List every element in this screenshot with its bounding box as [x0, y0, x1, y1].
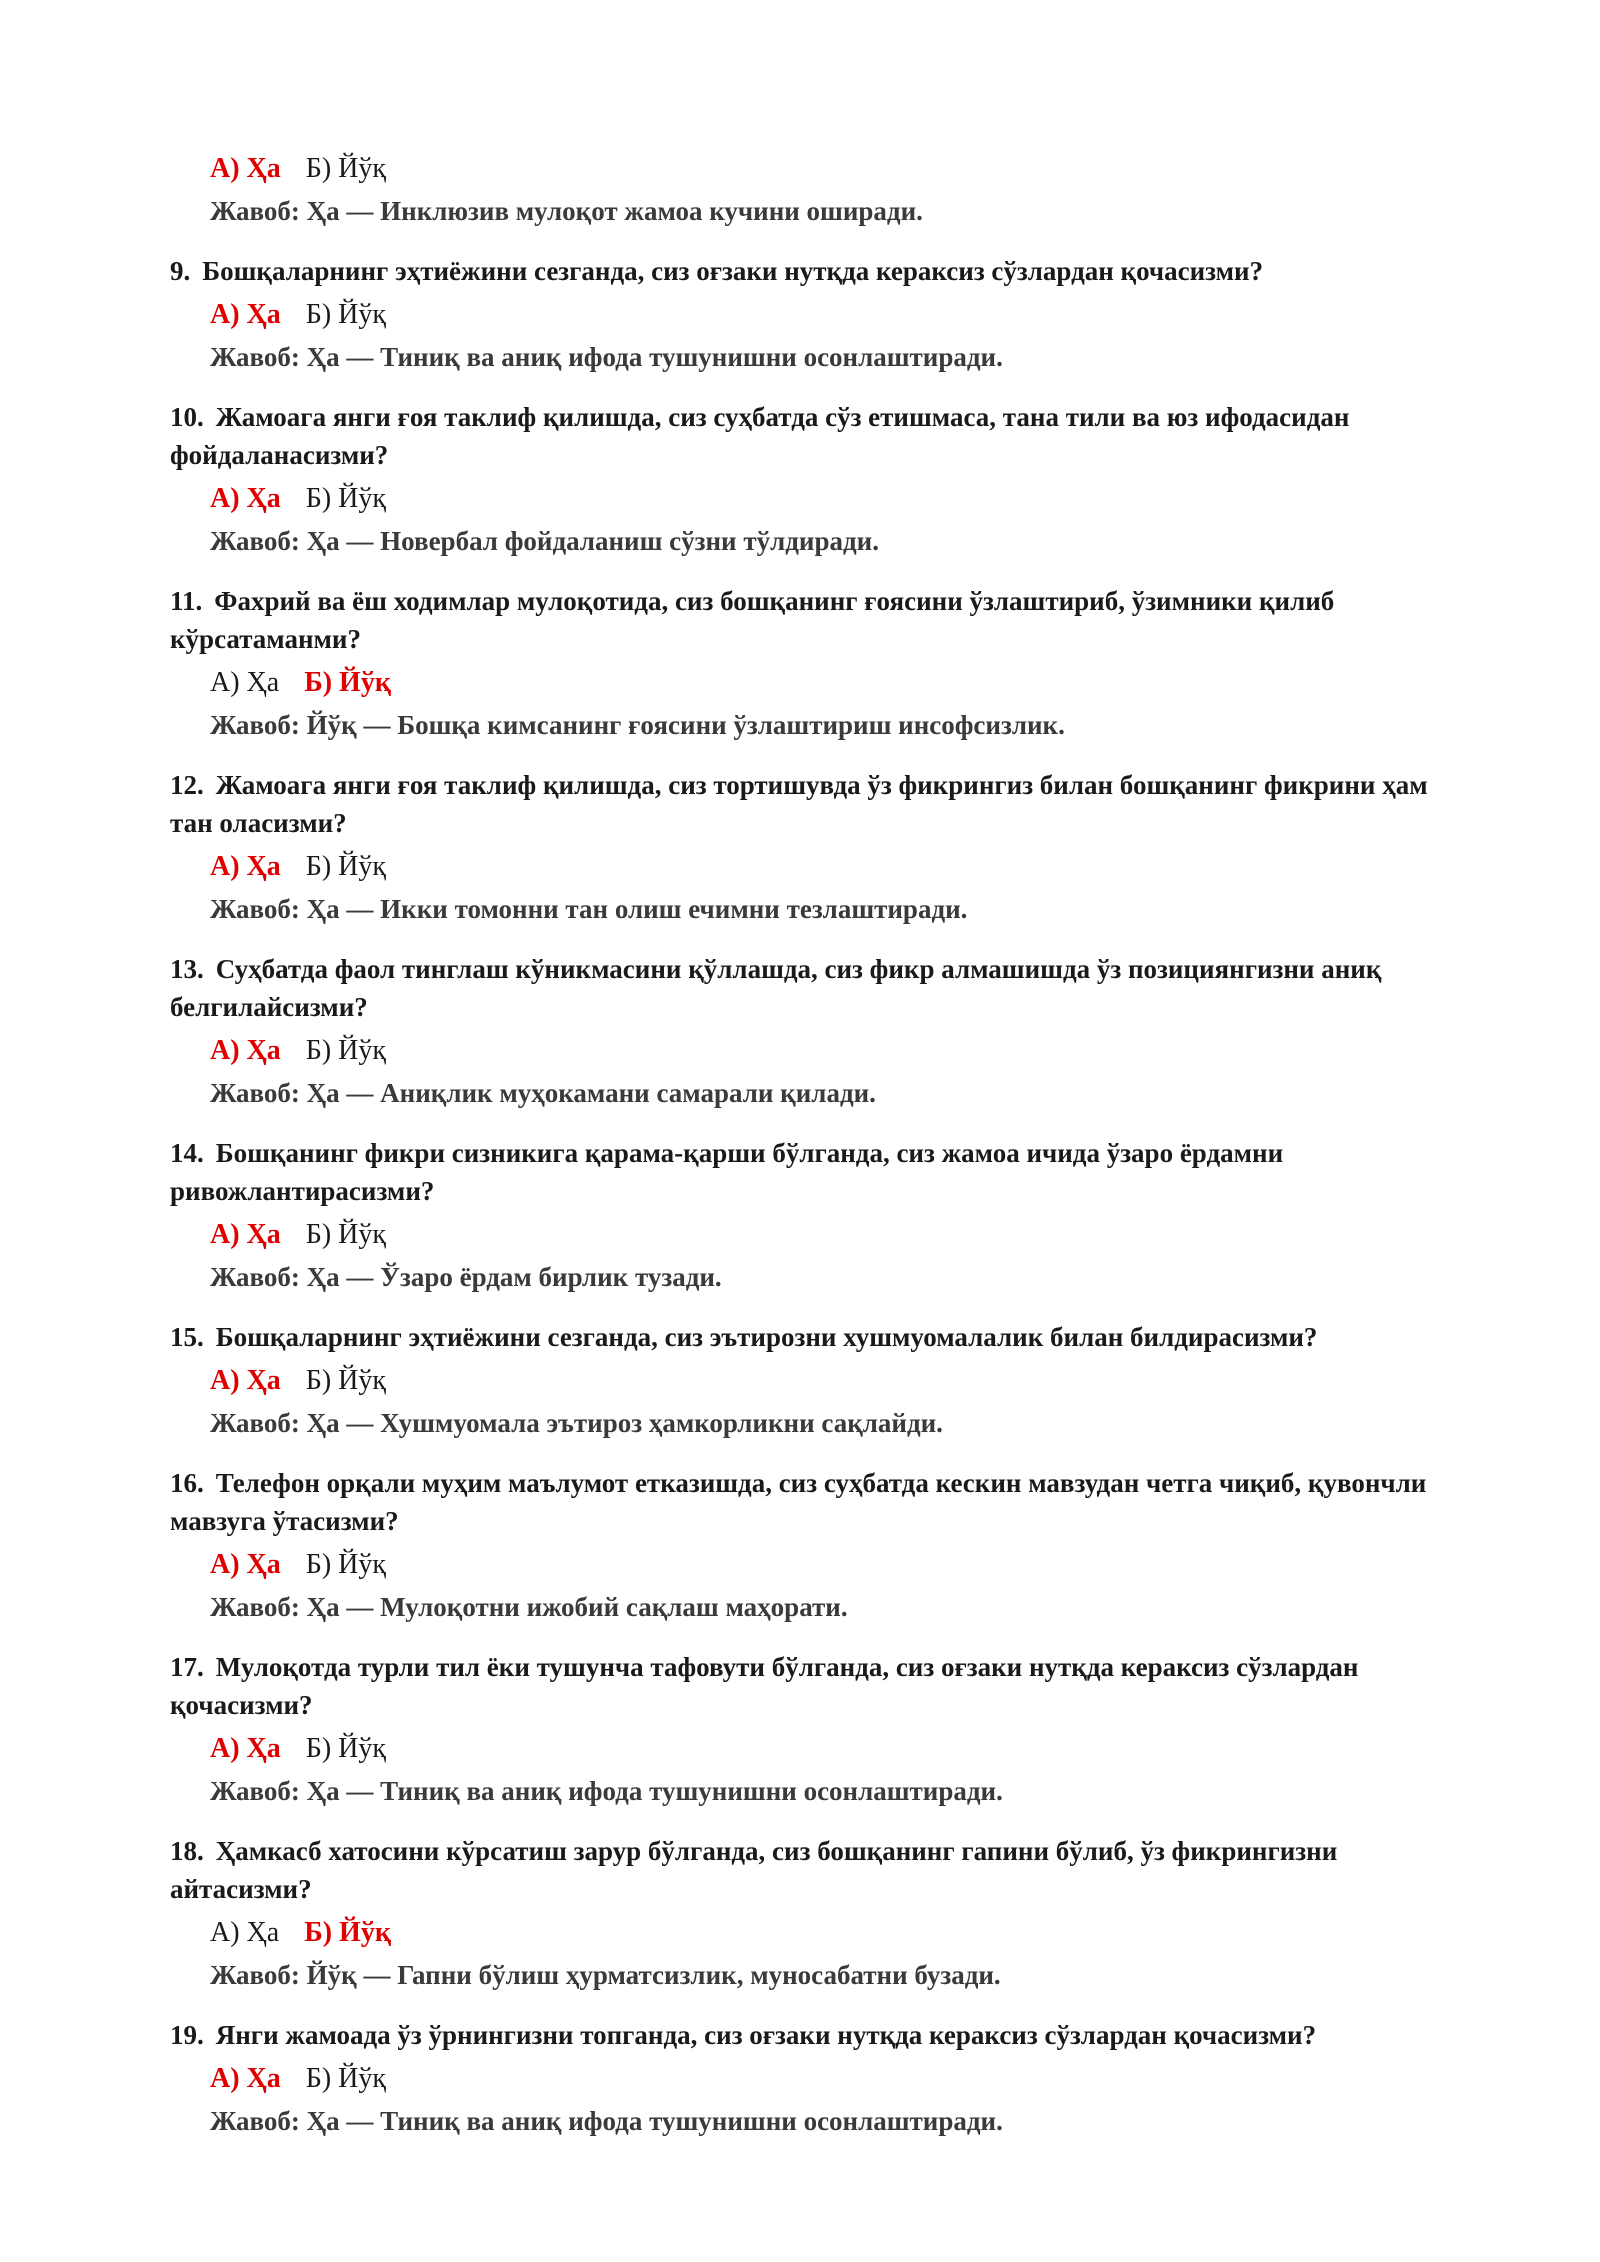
question-number: 15.: [170, 1322, 204, 1352]
question-text: [170, 1648, 1440, 1724]
options-row: [170, 1728, 1440, 1770]
question-text: [170, 950, 1440, 1026]
question-label: Фахрий ва ёш ходимлар мулоқотида, сиз бошқанинг ғоясини ўзлаштириб, ўзимники қилиб кўрсатаманми?: [170, 586, 1335, 654]
options-row: [170, 662, 1440, 704]
question-number: 19.: [170, 2020, 204, 2050]
answer-text: Жавоб: Ҳа — Инклюзив мулоқот жамоа кучини оширади.: [210, 196, 923, 226]
question-text: [170, 1464, 1440, 1540]
question-label: Жамоага янги ғоя таклиф қилишда, сиз суҳбатда сўз етишмаса, тана тили ва юз ифодасидан фойдаланасизми?: [170, 402, 1350, 470]
question-block: [170, 398, 1440, 562]
option-b[interactable]: Б) Йўқ: [305, 1035, 386, 1066]
question-block: [170, 1832, 1440, 1996]
question-number: 16.: [170, 1468, 204, 1498]
option-b[interactable]: Б) Йўқ: [305, 483, 386, 514]
question-number: 12.: [170, 770, 204, 800]
option-b[interactable]: Б) Йўқ: [304, 1917, 391, 1948]
question-text: [170, 1832, 1440, 1908]
option-a[interactable]: А) Ҳа: [210, 483, 281, 514]
question-block: [170, 582, 1440, 746]
answer-text: Жавоб: Ҳа — Тиниқ ва аниқ ифода тушунишни осонлаштиради.: [210, 342, 1003, 372]
options-row: [170, 846, 1440, 888]
question-label: Янги жамоада ўз ўрнингизни топганда, сиз оғзаки нутқда кераксиз сўзлардан қочасизми?: [215, 2020, 1317, 2050]
question-label: Суҳбатда фаол тинглаш кўникмасини қўллашда, сиз фикр алмашишда ўз позициянгизни аниқ белгилайсизми?: [170, 954, 1382, 1022]
question-label: Жамоага янги ғоя таклиф қилишда, сиз тортишувда ўз фикрингиз билан бошқанинг фикрини ҳам тан оласизми?: [170, 770, 1428, 838]
option-b[interactable]: Б) Йўқ: [305, 1733, 386, 1764]
options-row: [170, 294, 1440, 336]
option-a[interactable]: А) Ҳа: [210, 851, 281, 882]
question-block: [170, 1134, 1440, 1298]
question-number: 10.: [170, 402, 204, 432]
question-text: [170, 582, 1440, 658]
question-label: Бошқанинг фикри сизникига қарама-қарши бўлганда, сиз жамоа ичида ўзаро ёрдамни ривожлантирасизми?: [170, 1138, 1284, 1206]
question-text: [170, 1318, 1440, 1356]
options-row: [170, 478, 1440, 520]
option-b[interactable]: Б) Йўқ: [305, 2063, 386, 2094]
answer-text: Жавоб: Ҳа — Тиниқ ва аниқ ифода тушунишни осонлаштиради.: [210, 2106, 1003, 2136]
option-a[interactable]: А) Ҳа: [210, 299, 281, 330]
options-row: [170, 1544, 1440, 1586]
option-b[interactable]: Б) Йўқ: [304, 667, 391, 698]
options-row: [170, 1214, 1440, 1256]
option-b[interactable]: Б) Йўқ: [305, 1219, 386, 1250]
question-number: 9.: [170, 256, 191, 286]
option-a[interactable]: А) Ҳа: [210, 153, 281, 184]
answer-text: Жавоб: Йўқ — Бошқа кимсанинг ғоясини ўзлаштириш инсофсизлик.: [210, 710, 1065, 740]
option-a[interactable]: А) Ҳа: [210, 1549, 281, 1580]
option-a[interactable]: А) Ҳа: [210, 1733, 281, 1764]
question-label: Ҳамкасб хатосини кўрсатиш зарур бўлганда, сиз бошқанинг гапини бўлиб, ўз фикрингизни айтасизми?: [170, 1836, 1338, 1904]
option-b[interactable]: Б) Йўқ: [305, 851, 386, 882]
option-b[interactable]: Б) Йўқ: [305, 1549, 386, 1580]
question-block: [170, 1464, 1440, 1628]
option-a[interactable]: А) Ҳа: [210, 1917, 280, 1948]
question-block: [170, 2016, 1440, 2142]
option-b[interactable]: Б) Йўқ: [305, 1365, 386, 1396]
question-block: [170, 1318, 1440, 1444]
answer-text: Жавоб: Ҳа — Икки томонни тан олиш ечимни тезлаштиради.: [210, 894, 968, 924]
options-row: [170, 2058, 1440, 2100]
question-label: Бошқаларнинг эҳтиёжини сезганда, сиз эътирозни хушмуомалалик билан билдирасизми?: [215, 1322, 1318, 1352]
answer-text: Жавоб: Ҳа — Тиниқ ва аниқ ифода тушунишни осонлаштиради.: [210, 1776, 1003, 1806]
answer-text: Жавоб: Ҳа — Хушмуомала эътироз ҳамкорликни сақлайди.: [210, 1408, 943, 1438]
answer-text: Жавоб: Йўқ — Гапни бўлиш ҳурматсизлик, муносабатни бузади.: [210, 1960, 1001, 1990]
options-row: [170, 148, 1440, 190]
question-label: Бошқаларнинг эҳтиёжини сезганда, сиз оғзаки нутқда кераксиз сўзлардан қочасизми?: [202, 256, 1264, 286]
option-a[interactable]: А) Ҳа: [210, 1035, 281, 1066]
answer-text: Жавоб: Ҳа — Ўзаро ёрдам бирлик тузади.: [210, 1262, 722, 1292]
question-text: [170, 398, 1440, 474]
question-block: [170, 1648, 1440, 1812]
option-a[interactable]: А) Ҳа: [210, 1365, 281, 1396]
question-block: [170, 766, 1440, 930]
option-b[interactable]: Б) Йўқ: [305, 299, 386, 330]
answer-text: Жавоб: Ҳа — Мулоқотни ижобий сақлаш маҳорати.: [210, 1592, 848, 1622]
question-block-continuation: [170, 148, 1440, 232]
question-text: [170, 252, 1440, 290]
options-row: [170, 1360, 1440, 1402]
question-label: Мулоқотда турли тил ёки тушунча тафовути бўлганда, сиз оғзаки нутқда кераксиз сўзлардан қочасизми?: [170, 1652, 1359, 1720]
option-b[interactable]: Б) Йўқ: [305, 153, 386, 184]
question-block: [170, 252, 1440, 378]
question-number: 14.: [170, 1138, 204, 1168]
question-text: [170, 1134, 1440, 1210]
question-text: [170, 2016, 1440, 2054]
question-number: 13.: [170, 954, 204, 984]
option-a[interactable]: А) Ҳа: [210, 1219, 281, 1250]
question-number: 11.: [170, 586, 203, 616]
question-text: [170, 766, 1440, 842]
question-block: [170, 950, 1440, 1114]
question-number: 17.: [170, 1652, 204, 1682]
options-row: [170, 1030, 1440, 1072]
question-label: Телефон орқали муҳим маълумот етказишда, сиз суҳбатда кескин мавзудан четга чиқиб, қувончли мавзуга ўтасизми?: [170, 1468, 1427, 1536]
option-a[interactable]: А) Ҳа: [210, 667, 280, 698]
option-a[interactable]: А) Ҳа: [210, 2063, 281, 2094]
question-number: 18.: [170, 1836, 204, 1866]
answer-text: Жавоб: Ҳа — Аниқлик муҳокамани самарали қилади.: [210, 1078, 876, 1108]
options-row: [170, 1912, 1440, 1954]
answer-text: Жавоб: Ҳа — Новербал фойдаланиш сўзни тўлдиради.: [210, 526, 879, 556]
